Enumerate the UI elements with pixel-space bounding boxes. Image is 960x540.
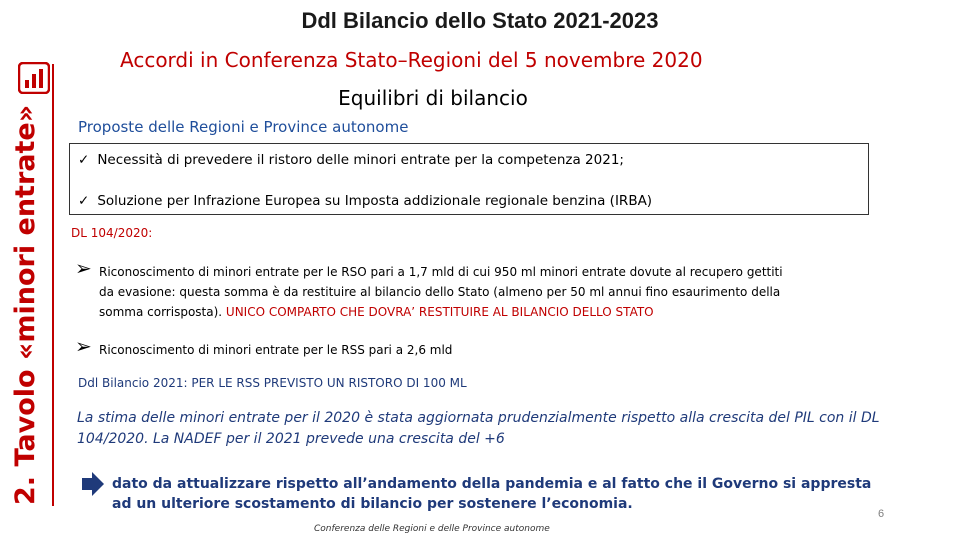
warning-text: UNICO COMPARTO CHE DOVRA’ RESTITUIRE AL BILANCIO DELLO STATO [225, 305, 654, 319]
text-line: da evasione: questa somma è da restituire al bilancio dello Stato (almeno per 50 ml annui fino esaurimento della [99, 285, 781, 299]
proposte-box [69, 143, 869, 215]
list-item-text: Necessità di prevedere il ristoro delle minori entrate per la competenza 2021; [97, 152, 624, 168]
page-subtitle: Accordi in Conferenza Stato–Regioni del 5 novembre 2020 [120, 48, 703, 72]
list-item-text: Soluzione per Infrazione Europea su Imposta addizionale regionale benzina (IRBA) [97, 193, 653, 209]
page-title: Ddl Bilancio dello Stato 2021-2023 [301, 8, 659, 33]
text-line-part: somma corrisposta). [99, 305, 226, 319]
page-number: 6 [878, 508, 885, 520]
sidebar-divider [52, 64, 54, 506]
list-item [78, 193, 652, 209]
text-line [99, 302, 859, 322]
list-item-text [99, 262, 859, 322]
arrow-bullet-icon: ➢ [75, 256, 92, 280]
list-item [78, 152, 624, 168]
footer: Conferenza delle Regioni e delle Province autonome [314, 524, 550, 534]
section-title: Equilibri di bilancio [338, 86, 528, 110]
text-line: Riconoscimento di minori entrate per le RSO pari a 1,7 mld di cui 950 ml minori entrate dovute al recupero gettiti [99, 265, 783, 279]
ddl-note: Ddl Bilancio 2021: PER LE RSS PREVISTO UN RISTORO DI 100 ML [78, 376, 467, 390]
checkmark-icon: ✓ [78, 193, 90, 209]
dl-label: DL 104/2020: [71, 226, 153, 240]
dato-paragraph: dato da attualizzare rispetto all’andamento della pandemia e al fatto che il Governo si appresta ad un ulteriore scostamento di bilancio per sostenere l’economia. [112, 476, 872, 512]
sidebar [0, 0, 62, 540]
checkmark-icon: ✓ [78, 152, 90, 168]
list-item-text: Riconoscimento di minori entrate per le RSS pari a 2,6 mld [99, 343, 453, 357]
arrow-bullet-icon: ➢ [75, 334, 92, 358]
right-arrow-icon [80, 470, 106, 498]
stima-paragraph: La stima delle minori entrate per il 2020 è stata aggiornata prudenzialmente rispetto alla crescita del PIL con il DL 104/2020. La NADEF per il 2021 prevede una crescita del +6 [77, 410, 880, 447]
proposte-heading: Proposte delle Regioni e Province autonome [78, 118, 409, 136]
sidebar-title: 2. Tavolo «minori entrate» [10, 104, 41, 505]
